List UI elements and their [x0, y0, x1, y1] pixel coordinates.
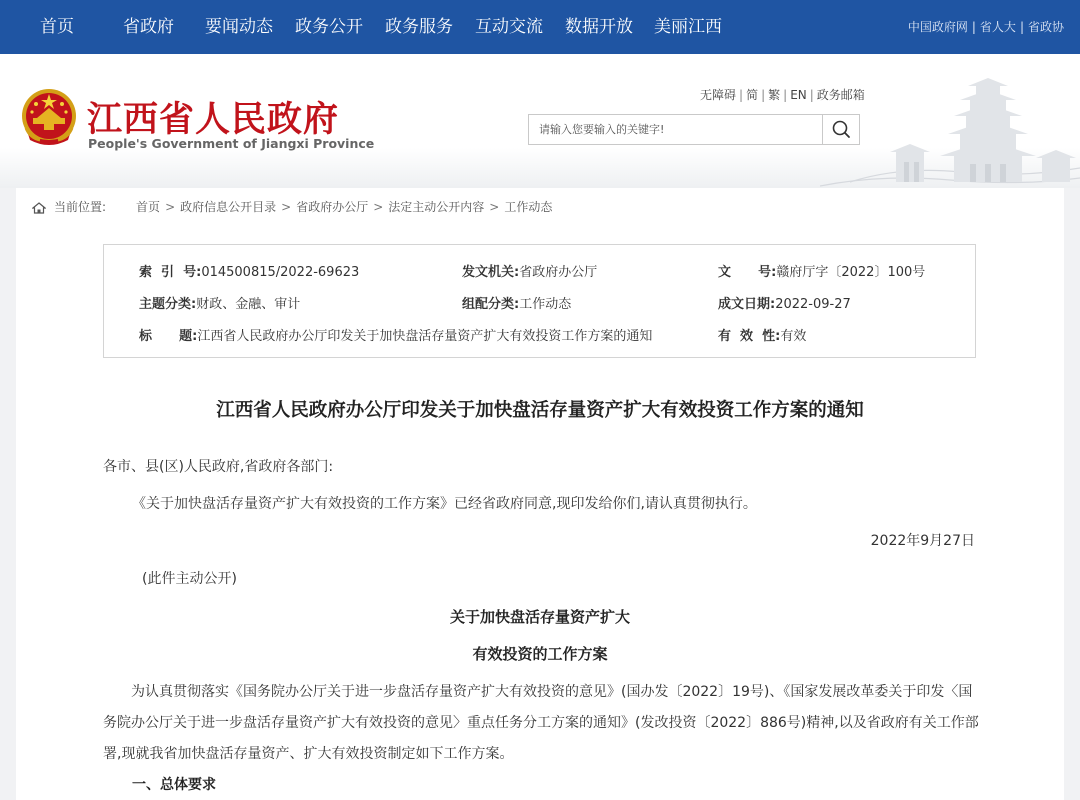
meta-document-number — [718, 261, 925, 280]
content-card — [16, 188, 1064, 800]
site-logo-text[interactable]: 江西省人民政府 — [87, 99, 340, 140]
link-simplified[interactable]: 简 — [746, 88, 759, 102]
article-salutation: 各市、县(区)人民政府,省政府各部门: — [103, 459, 334, 475]
meta-category-value: 工作动态 — [519, 297, 572, 312]
meta-topic — [139, 293, 300, 312]
link-separator: | — [971, 20, 976, 34]
site-header — [0, 54, 1080, 188]
breadcrumb-separator: > — [165, 200, 176, 214]
national-emblem-icon — [20, 88, 78, 148]
meta-topic-value: 财政、金融、审计 — [196, 297, 301, 312]
breadcrumb-separator: > — [489, 200, 500, 214]
tengwang-pavilion-illustration-icon — [820, 74, 1080, 188]
breadcrumb-work-news[interactable]: 工作动态 — [504, 200, 553, 214]
meta-date — [718, 293, 851, 312]
plan-title-line-2: 有效投资的工作方案 — [472, 645, 608, 663]
link-separator: | — [809, 88, 814, 102]
meta-index-value: 014500815/2022-69623 — [201, 265, 360, 280]
section-heading: 一、总体要求 — [132, 777, 216, 793]
meta-validity — [718, 325, 806, 344]
breadcrumb-home[interactable]: 首页 — [136, 200, 161, 214]
nav-item-beautiful-jiangxi[interactable]: 美丽江西 — [654, 17, 722, 37]
meta-title — [139, 325, 652, 344]
link-provincial-congress[interactable]: 省人大 — [979, 20, 1016, 34]
search-box — [528, 114, 860, 145]
breadcrumb-label: 当前位置: — [54, 200, 107, 214]
meta-date-value: 2022-09-27 — [775, 297, 851, 312]
nav-item-government-services[interactable]: 政务服务 — [385, 17, 453, 37]
meta-category-label: 组配分类: — [462, 297, 520, 312]
home-icon — [32, 201, 46, 215]
breadcrumb-separator: > — [373, 200, 384, 214]
meta-index-label: 索 引 号: — [139, 265, 202, 280]
article-intro: 《关于加快盘活存量资产扩大有效投资的工作方案》已经省政府同意,现印发给你们,请认真贯彻执行。 — [132, 496, 757, 512]
search-input[interactable] — [529, 115, 823, 144]
nav-item-home[interactable]: 首页 — [40, 17, 74, 37]
article-title: 江西省人民政府办公厅印发关于加快盘活存量资产扩大有效投资工作方案的通知 — [216, 400, 864, 421]
meta-date-label: 成文日期: — [718, 297, 776, 312]
article-date: 2022年9月27日 — [870, 533, 975, 549]
external-links — [908, 0, 1064, 54]
site-logo-english: People's Government of Jiangxi Province — [88, 136, 375, 151]
link-separator: | — [761, 88, 766, 102]
breadcrumb-info-directory[interactable]: 政府信息公开目录 — [180, 200, 277, 214]
link-provincial-cppcc[interactable]: 省政协 — [1027, 20, 1064, 34]
nav-item-interaction[interactable]: 互动交流 — [475, 17, 543, 37]
meta-topic-label: 主题分类: — [139, 297, 197, 312]
meta-issuer-label: 发文机关: — [462, 265, 520, 280]
meta-validity-value: 有效 — [780, 329, 807, 344]
nav-item-government-affairs[interactable]: 政务公开 — [295, 17, 363, 37]
document-metadata-table — [103, 244, 976, 358]
meta-title-label: 标 题: — [139, 329, 198, 344]
nav-item-provincial-government[interactable]: 省政府 — [123, 17, 174, 37]
link-separator: | — [739, 88, 744, 102]
link-accessibility[interactable]: 无障碍 — [700, 88, 737, 102]
link-separator: | — [783, 88, 788, 102]
meta-validity-label: 有 效 性: — [718, 329, 781, 344]
plan-body-paragraph: 为认真贯彻落实《国务院办公厅关于进一步盘活存量资产扩大有效投资的意见》(国办发〔2022〕19号)、《国家发展改革委关于印发〈国务院办公厅关于进一步盘活存量资产扩大有效投资的意见〉重点任务分工方案的通知》(发改投资〔2022〕886号)精神,以及省政府有关工作部署,现就我省加快盘活存量资产、扩大有效投资制定如下工作方案。 — [103, 684, 979, 762]
meta-issuer-value: 省政府办公厅 — [519, 265, 598, 280]
meta-category — [462, 293, 571, 312]
article-public-note: (此件主动公开) — [142, 571, 237, 587]
top-navigation — [0, 0, 1080, 54]
breadcrumb-general-office[interactable]: 省政府办公厅 — [296, 200, 369, 214]
nav-item-news[interactable]: 要闻动态 — [205, 17, 273, 37]
meta-docno-value: 赣府厅字〔2022〕100号 — [776, 265, 926, 280]
breadcrumb-separator: > — [281, 200, 292, 214]
meta-issuer — [462, 261, 597, 280]
link-separator: | — [1019, 20, 1024, 34]
link-china-gov[interactable]: 中国政府网 — [907, 20, 968, 34]
link-gov-mail[interactable]: 政务邮箱 — [816, 88, 865, 102]
nav-item-open-data[interactable]: 数据开放 — [565, 17, 633, 37]
breadcrumb — [32, 188, 552, 226]
meta-index-number — [139, 261, 359, 280]
plan-title-line-1: 关于加快盘活存量资产扩大 — [449, 608, 630, 626]
breadcrumb-disclosure-content[interactable]: 法定主动公开内容 — [388, 200, 485, 214]
link-traditional[interactable]: 繁 — [768, 88, 781, 102]
meta-title-value: 江西省人民政府办公厅印发关于加快盘活存量资产扩大有效投资工作方案的通知 — [197, 329, 653, 344]
link-english[interactable]: EN — [790, 88, 807, 102]
meta-docno-label: 文 号: — [718, 265, 777, 280]
